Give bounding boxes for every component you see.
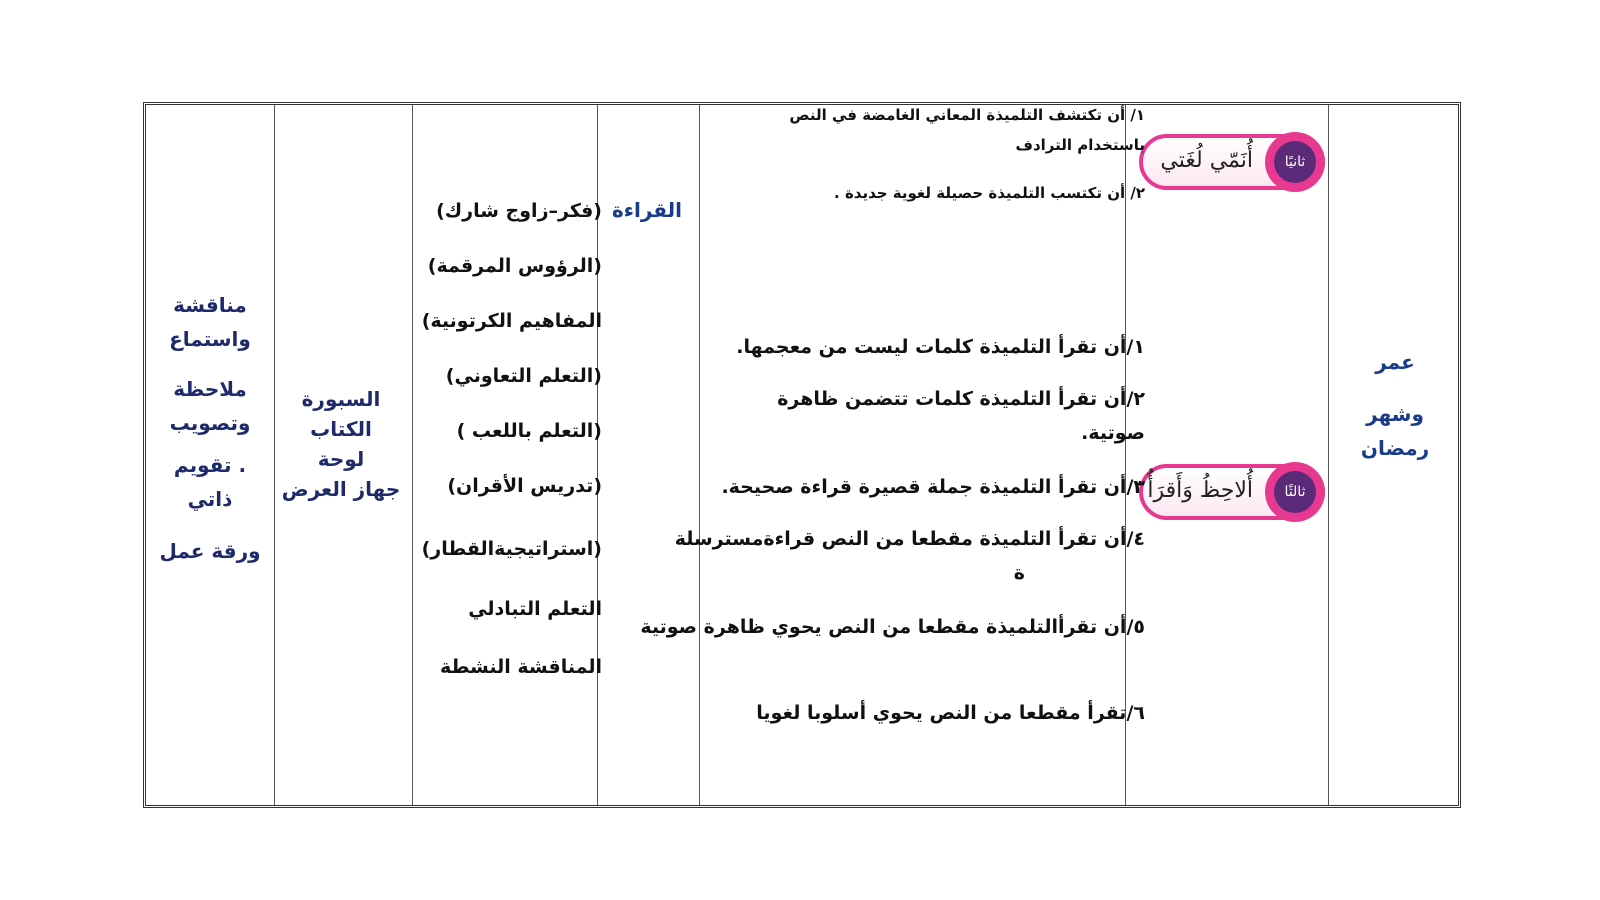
badge-number-circle (1265, 462, 1325, 522)
objective-line: ١/ أن تكتشف التلميذة المعاني الغامضة في النص (789, 106, 1145, 124)
aid-item: لوحة (317, 447, 365, 471)
evaluation-line: مناقشة (173, 293, 247, 317)
strategy-item: المناقشة النشطة (440, 656, 602, 678)
time-cell (1330, 345, 1460, 465)
section-badge-2 (1139, 126, 1329, 198)
evaluation-line: وتصويب (169, 411, 251, 435)
objective-line: ة (1013, 562, 1025, 584)
badge-number-circle (1265, 132, 1325, 192)
objective-line: ١/أن تقرأ التلميذة كلمات ليست من معجمها. (736, 336, 1145, 358)
column-divider (412, 105, 413, 805)
section-badge-3 (1139, 456, 1329, 528)
time-line: وشهر (1366, 402, 1424, 426)
objective-line: ٢/ أن تكتسب التلميذة حصيلة لغوية جديدة . (834, 184, 1145, 202)
badge-title: أُلاحِظُ وَأَقرَأُ (1147, 478, 1253, 503)
badge-number: ثانيًا (1274, 141, 1316, 183)
badge-title: أُنَمّي لُغَتي (1160, 148, 1253, 173)
strategy-item: (التعلم باللعب ) (456, 420, 602, 442)
time-line: عمر (1375, 350, 1415, 374)
objective-line: ٤/أن تقرأ التلميذة مقطعا من النص قراءةمسترسلة (674, 528, 1145, 550)
strategy-item: المفاهيم الكرتونية) (421, 310, 602, 332)
strategy-item: (تدريس الأقران) (447, 475, 602, 497)
aid-item: جهاز العرض (281, 477, 401, 501)
objective-line: صوتية. (1081, 422, 1145, 444)
evaluation-line: ملاحظة (173, 377, 247, 401)
aid-item: السبورة (301, 387, 381, 411)
objective-line: باستخدام الترادف (1015, 136, 1145, 154)
evaluation-line: ذاتي (187, 487, 233, 511)
time-line: رمضان (1360, 436, 1430, 460)
objective-line: ٣/أن تقرأ التلميذة جملة قصيرة قراءة صحيحة. (721, 476, 1145, 498)
evaluation-cell (147, 288, 273, 568)
evaluation-line: ورقة عمل (159, 539, 261, 563)
strategy-item: التعلم التبادلي (468, 598, 602, 620)
column-divider (699, 105, 700, 805)
objective-line: ٦/تقرأ مقطعا من النص يحوي أسلوبا لغويا (756, 702, 1145, 724)
badge-number: ثالثًا (1274, 471, 1316, 513)
teaching-aids-cell (272, 384, 410, 504)
objective-line: ٢/أن تقرأ التلميذة كلمات تتضمن ظاهرة (777, 388, 1145, 410)
column-divider (1328, 105, 1329, 805)
strategy-item: (الرؤوس المرقمة) (427, 255, 602, 277)
skill-cell: القراءة (611, 198, 683, 222)
objective-line: ٥/أن تقرأالتلميذة مقطعا من النص يحوي ظاهرة صوتية (640, 616, 1145, 638)
strategy-item: (فكر–زاوج شارك) (436, 200, 602, 222)
strategy-item: (استراتيجيةالقطار) (421, 538, 602, 560)
evaluation-line: واستماع (169, 327, 251, 351)
evaluation-line: . تقويم (173, 453, 247, 477)
strategy-item: (التعلم التعاوني) (445, 365, 602, 387)
aid-item: الكتاب (310, 417, 372, 441)
